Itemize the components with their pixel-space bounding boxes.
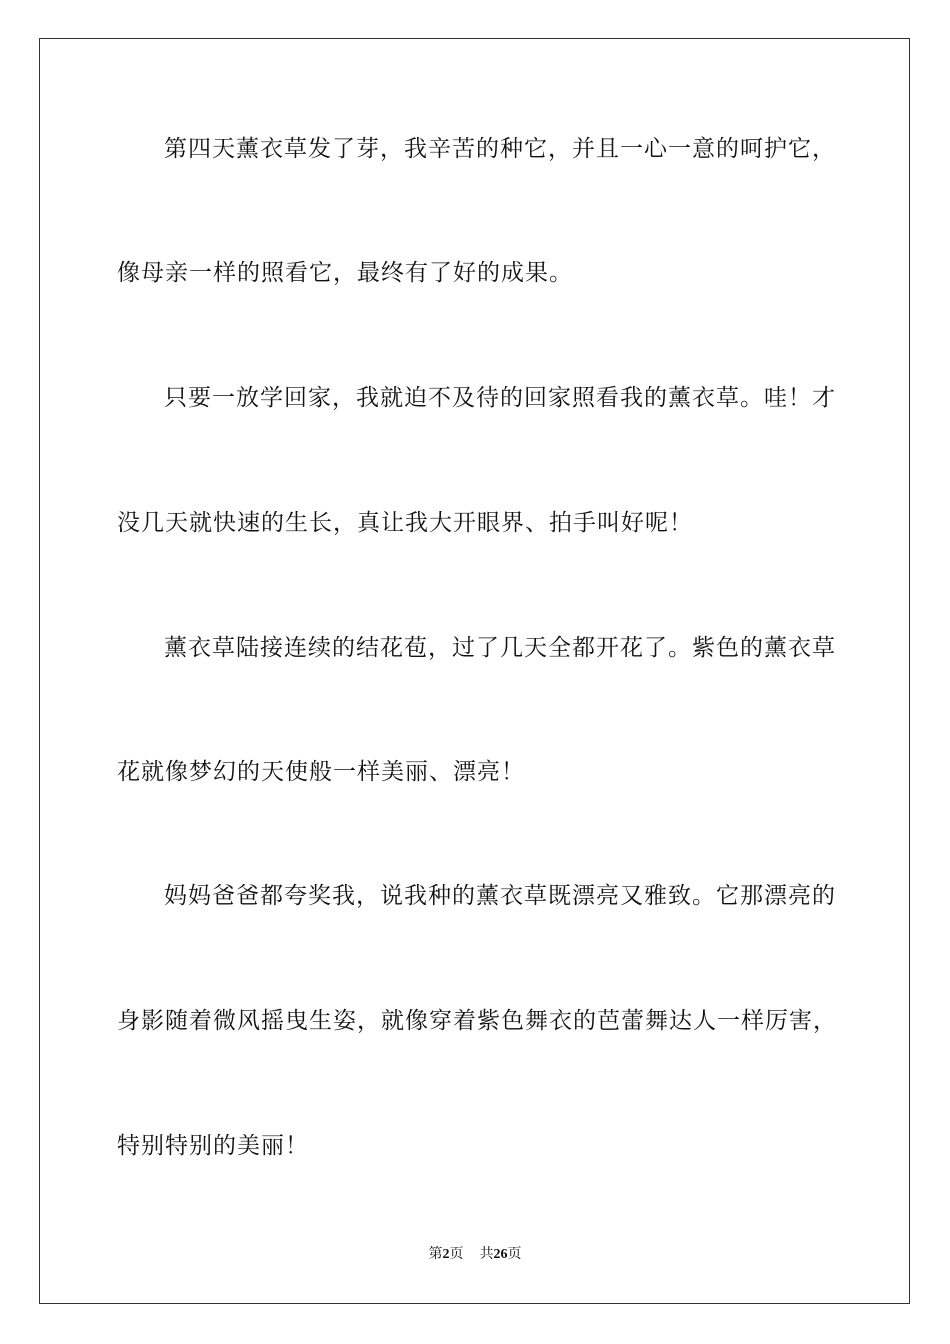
paragraph-1-line-2: 像母亲一样的照看它，最终有了好的成果。 xyxy=(117,260,573,286)
paragraph-4-line-3: 特别特别的美丽！ xyxy=(117,1133,309,1159)
page-footer xyxy=(0,1244,950,1265)
paragraph-4-line-2: 身影随着微风摇曳生姿，就像穿着紫色舞衣的芭蕾舞达人一样厉害， xyxy=(117,1008,837,1034)
paragraph-4-line-1: 妈妈爸爸都夸奖我，说我种的薰衣草既漂亮又雅致。它那漂亮的 xyxy=(164,883,836,909)
paragraph-3-line-2: 花就像梦幻的天使般一样美丽、漂亮！ xyxy=(117,759,525,785)
total-suffix: 页 xyxy=(507,1246,522,1262)
paragraph-2-line-2: 没几天就快速的生长，真让我大开眼界、拍手叫好呢！ xyxy=(117,510,693,536)
paragraph-2-line-1: 只要一放学回家，我就迫不及待的回家照看我的薰衣草。哇！才 xyxy=(164,385,836,411)
page-suffix: 页 xyxy=(449,1246,464,1262)
total-pages: 26 xyxy=(493,1247,508,1262)
paragraph-1-line-1: 第四天薰衣草发了芽，我辛苦的种它，并且一心一意的呵护它， xyxy=(164,136,836,162)
page-prefix: 第 xyxy=(428,1246,443,1262)
page-border xyxy=(39,38,910,1304)
page-number: 2 xyxy=(442,1247,450,1262)
paragraph-3-line-1: 薰衣草陆接连续的结花苞，过了几天全都开花了。紫色的薰衣草 xyxy=(164,635,836,661)
total-prefix: 共 xyxy=(479,1246,494,1262)
